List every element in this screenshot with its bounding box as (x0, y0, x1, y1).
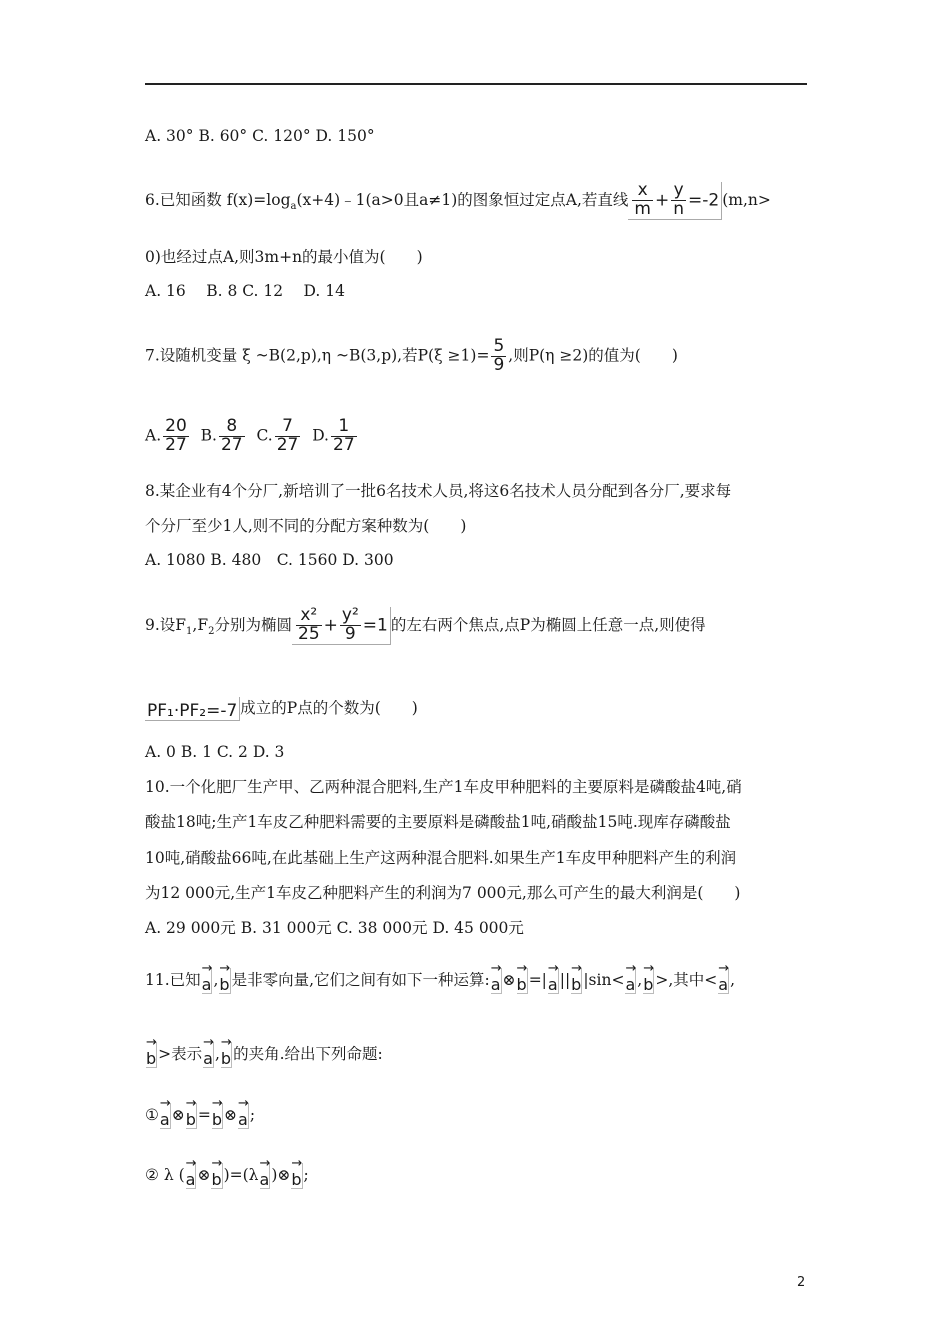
q7-option-c-frac: $\frac{7}{27}$ (276, 416, 299, 455)
q5-options: A. 30° B. 60° C. 120° D. 150° (145, 127, 375, 145)
q6-text-c: (m,n> (722, 190, 771, 209)
q7-option-a-frac: $\frac{20}{27}$ (165, 416, 187, 455)
q6-frac-y-n: $\frac{y}{n}$ (673, 180, 685, 219)
vector-a: → a (202, 968, 213, 994)
q6-line2: 0)也经过点A,则3m+n的最小值为( ) (145, 248, 423, 266)
vector-b: → b (219, 968, 230, 994)
page-number: 2 (797, 1275, 806, 1290)
q6-log-base: a (290, 200, 297, 212)
q10-line2: 酸盐18吨;生产1车皮乙种肥料需要的主要原料是磷酸盐1吨,硝酸盐15吨.现库存磷酸盐 (145, 813, 731, 831)
q7-options: A. $\frac{20}{27}$ B. $\frac{8}{27}$ C. $\frac{7}{27}$ D. $\frac{1}{27}$ (145, 416, 355, 455)
q8-line2: 个分厂至少1人,则不同的分配方案种数为( ) (145, 517, 467, 535)
q10-line3: 10吨,硝酸盐66吨,在此基础上生产这两种混合肥料.如果生产1车皮甲种肥料产生的利润 (145, 849, 737, 867)
q8-options: A. 1080 B. 480 C. 1560 D. 300 (145, 551, 394, 569)
q6-line1 (145, 182, 771, 220)
q11-line1: 11.已知→ a ,→ b 是非零向量,它们之间有如下一种运算:→ a ⊗→ b =|→ a ||→ b |sin<→ a ,→ b >,其中<→ a , (145, 968, 735, 994)
q7-line1: 7.设随机变量 ξ ~B(2,p),η ~B(3,p),若P(ξ ≥1)= $\frac{5}{9}$ ,则P(η ≥2)的值为( ) (145, 336, 678, 375)
q9-line1: 9.设$F_1,F_2$分别为椭圆 $\frac{\text{x²}}{25}$ + $\frac{\text{y²}}{9}$ =1 的左右两个焦点,点P为椭圆上任意一点,则使得 (145, 605, 706, 644)
q6-options: A. 16 B. 8 C. 12 D. 14 (145, 282, 345, 300)
q10-options: A. 29 000元 B. 31 000元 C. 38 000元 D. 45 000元 (145, 919, 524, 937)
q9-line2: PF₁·PF₂=-7 成立的P点的个数为( ) (147, 699, 418, 721)
q7-option-b-frac: $\frac{8}{27}$ (220, 416, 243, 455)
q8-line1: 8.某企业有4个分厂,新培训了一批6名技术人员,将这6名技术人员分配到各分厂,要求每 (145, 482, 732, 500)
q6-text-a: 6.已知函数 f(x)=log (145, 190, 291, 209)
q11-line2: → b >表示→ a ,→ b 的夹角.给出下列命题: (145, 1042, 383, 1068)
q7-option-d-frac: $\frac{1}{27}$ (333, 416, 355, 455)
header-rule (145, 83, 807, 85)
q6-text-b: (x+4)﹣1(a>0且a≠1)的图象恒过定点A,若直线 (296, 190, 629, 209)
q6-frac-x-m: $\frac{x}{m}$ (634, 180, 651, 219)
q6-line-equation: $\frac{x}{m}$ + $\frac{y}{n}$ =-2 (628, 182, 722, 220)
q7-frac-5-9: $\frac{5}{9}$ (493, 336, 505, 375)
q9-ellipse-equation: $\frac{\text{x²}}{25}$ + $\frac{\text{y²}}{9}$ =1 (292, 607, 391, 645)
q10-line4: 为12 000元,生产1车皮乙种肥料产生的利润为7 000元,那么可产生的最大利润是( ) (145, 884, 741, 902)
q9-vector-expression: PF₁·PF₂=-7 (145, 697, 240, 721)
q10-line1: 10.一个化肥厂生产甲、乙两种混合肥料,生产1车皮甲种肥料的主要原料是磷酸盐4吨,硝 (145, 778, 742, 796)
q11-proposition-2: ② λ (→ a ⊗→ b )=(λ→ a )⊗→ b ; (145, 1163, 309, 1189)
q11-proposition-1: ①→ a ⊗→ b =→ b ⊗→ a ; (145, 1103, 255, 1129)
q9-options: A. 0 B. 1 C. 2 D. 3 (145, 743, 285, 761)
